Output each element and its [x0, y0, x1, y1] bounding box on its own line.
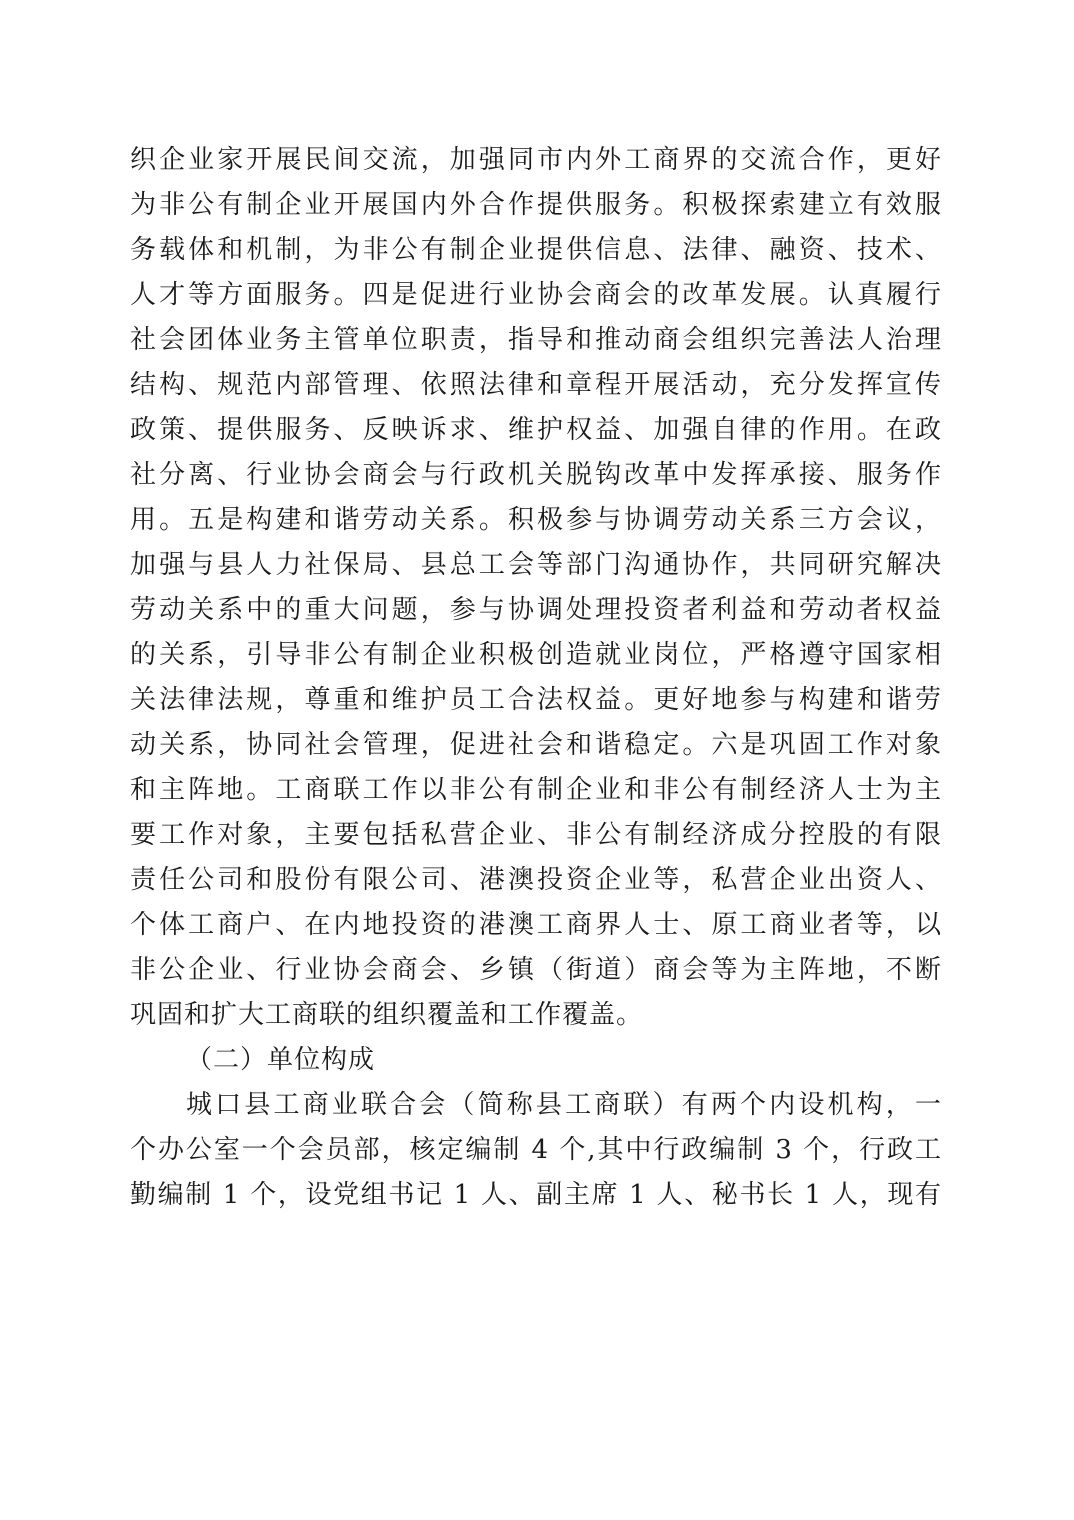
text-line: 勤编制 1 个，设党组书记 1 人、副主席 1 人、秘书长 1 人，现有 — [130, 1180, 942, 1210]
section-heading: （二）单位构成 — [186, 1045, 376, 1075]
text-line: 务载体和机制，为非公有制企业提供信息、法律、融资、技术、 — [130, 235, 942, 265]
text-line: 城口县工商业联合会（简称县工商联）有两个内设机构，一 — [186, 1090, 942, 1120]
text-line: 非公企业、行业协会商会、乡镇（街道）商会等为主阵地，不断 — [130, 955, 942, 985]
text-line: 用。五是构建和谐劳动关系。积极参与协调劳动关系三方会议， — [130, 505, 942, 535]
text-line: 为非公有制企业开展国内外合作提供服务。积极探索建立有效服 — [130, 190, 942, 220]
text-line: 的关系，引导非公有制企业积极创造就业岗位，严格遵守国家相 — [130, 640, 942, 670]
text-line: 社分离、行业协会商会与行政机关脱钩改革中发挥承接、服务作 — [130, 460, 942, 490]
text-line: 要工作对象，主要包括私营企业、非公有制经济成分控股的有限 — [130, 820, 942, 850]
text-line: 结构、规范内部管理、依照法律和章程开展活动，充分发挥宣传 — [130, 370, 942, 400]
text-line: 动关系，协同社会管理，促进社会和谐稳定。六是巩固工作对象 — [130, 730, 942, 760]
text-line: 人才等方面服务。四是促进行业协会商会的改革发展。认真履行 — [130, 280, 942, 310]
text-line: 个体工商户、在内地投资的港澳工商界人士、原工商业者等，以 — [130, 910, 942, 940]
text-line: 政策、提供服务、反映诉求、维护权益、加强自律的作用。在政 — [130, 415, 942, 445]
text-line: 织企业家开展民间交流，加强同市内外工商界的交流合作，更好 — [130, 145, 942, 175]
document-body — [130, 138, 942, 1218]
text-line: 加强与县人力社保局、县总工会等部门沟通协作，共同研究解决 — [130, 550, 942, 580]
text-line: 责任公司和股份有限公司、港澳投资企业等，私营企业出资人、 — [130, 865, 942, 895]
text-line: 巩固和扩大工商联的组织覆盖和工作覆盖。 — [130, 1000, 644, 1030]
text-line: 劳动关系中的重大问题，参与协调处理投资者利益和劳动者权益 — [130, 595, 942, 625]
text-line: 社会团体业务主管单位职责，指导和推动商会组织完善法人治理 — [130, 325, 942, 355]
text-line: 关法律法规，尊重和维护员工合法权益。更好地参与构建和谐劳 — [130, 685, 942, 715]
text-line: 和主阵地。工商联工作以非公有制企业和非公有制经济人士为主 — [130, 775, 942, 805]
text-line: 个办公室一个会员部，核定编制 4 个,其中行政编制 3 个，行政工 — [130, 1135, 942, 1165]
